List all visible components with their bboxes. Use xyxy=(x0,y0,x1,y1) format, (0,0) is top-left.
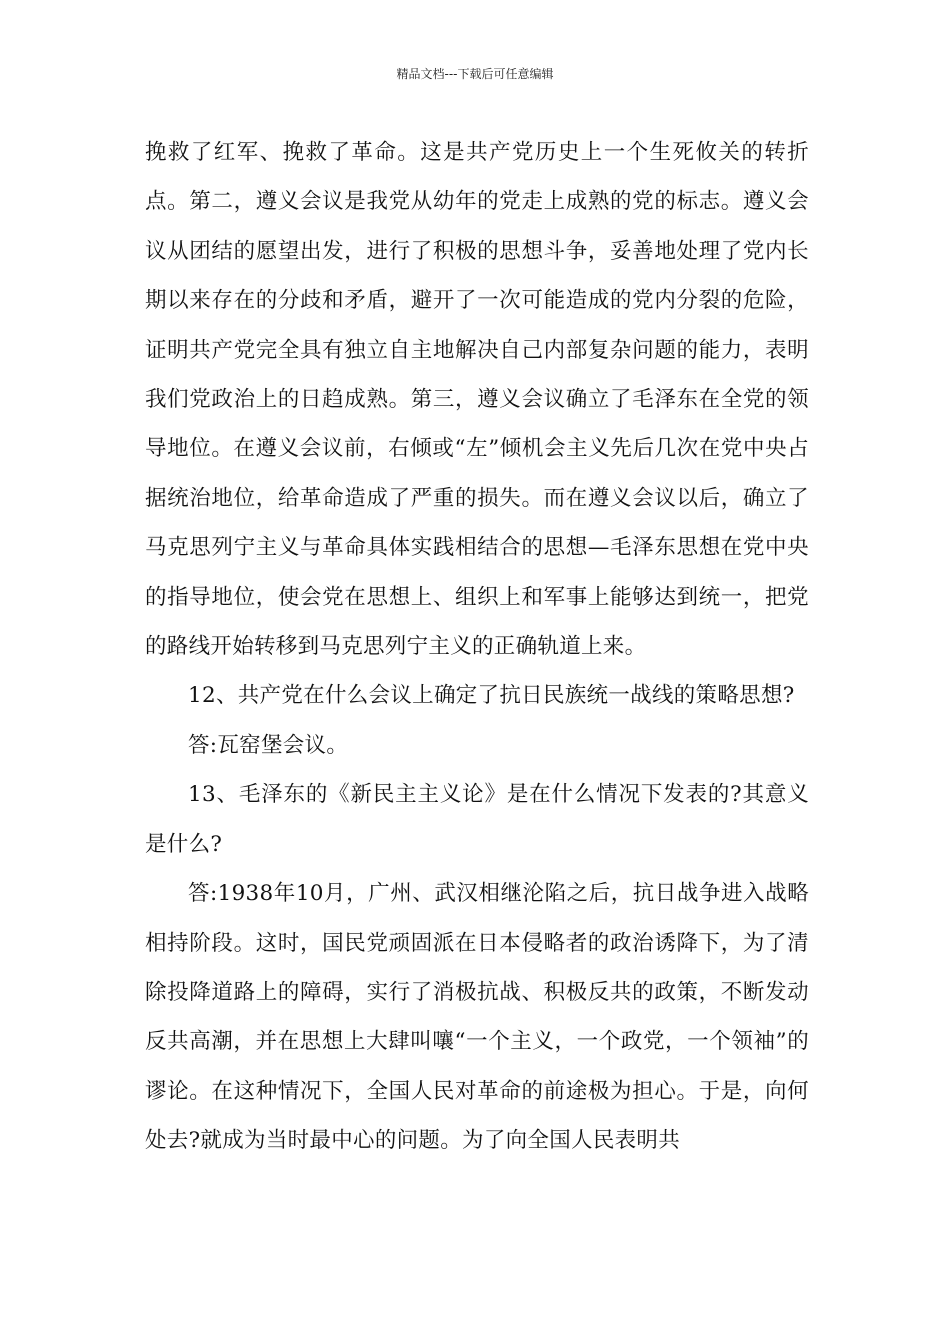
page-header: 精品文档---下载后可任意编辑 xyxy=(396,67,554,81)
question-12: 12、共产党在什么会议上确定了抗日民族统一战线的策略思想? xyxy=(188,683,795,709)
paragraph-zunyi-significance: 挽救了红军、挽救了革命。这是共产党历史上一个生死攸关的转折点。第二，遵义会议是我党从幼年的党走上成熟的党的标志。遵义会议从团结的愿望出发，进行了积极的思想斗争，妥善地处理了党内长期以来存在的分歧和矛盾，避开了一次可能造成的党内分裂的危险，证明共产党完全具有独立自主地解决自己内部复杂问题的能力，表明我们党政治上的日趋成熟。第三，遵义会议确立了毛泽东在全党的领导地位。在遵义会议前，右倾或“左”倾机会主义先后几次在党中央占据统治地位，给革命造成了严重的损失。而在遵义会议以后，确立了马克思列宁主义与革命具体实践相结合的思想—毛泽东思想在党中央的指导地位，使会党在思想上、组织上和军事上能够达到统一，把党的路线开始转移到马克思列宁主义的正确轨道上来。 xyxy=(145,140,809,660)
answer-12: 答:瓦窑堡会议。 xyxy=(188,732,349,758)
question-13: 13、毛泽东的《新民主主义论》是在什么情况下发表的?其意义是什么? xyxy=(145,782,809,857)
document-body xyxy=(145,128,809,1166)
answer-13: 答:1938年10月，广州、武汉相继沦陷之后，抗日战争进入战略相持阶段。这时，国民党顽固派在日本侵略者的政治诱降下，为了清除投降道路上的障碍，实行了消极抗战、积极反共的政策，不断发动反共高潮，并在思想上大肆叫嚷“一个主义，一个政党，一个领袖”的谬论。在这种情况下，全国人民对革命的前途极为担心。于是，向何处去?就成为当时最中心的问题。为了向全国人民表明共 xyxy=(145,881,809,1154)
